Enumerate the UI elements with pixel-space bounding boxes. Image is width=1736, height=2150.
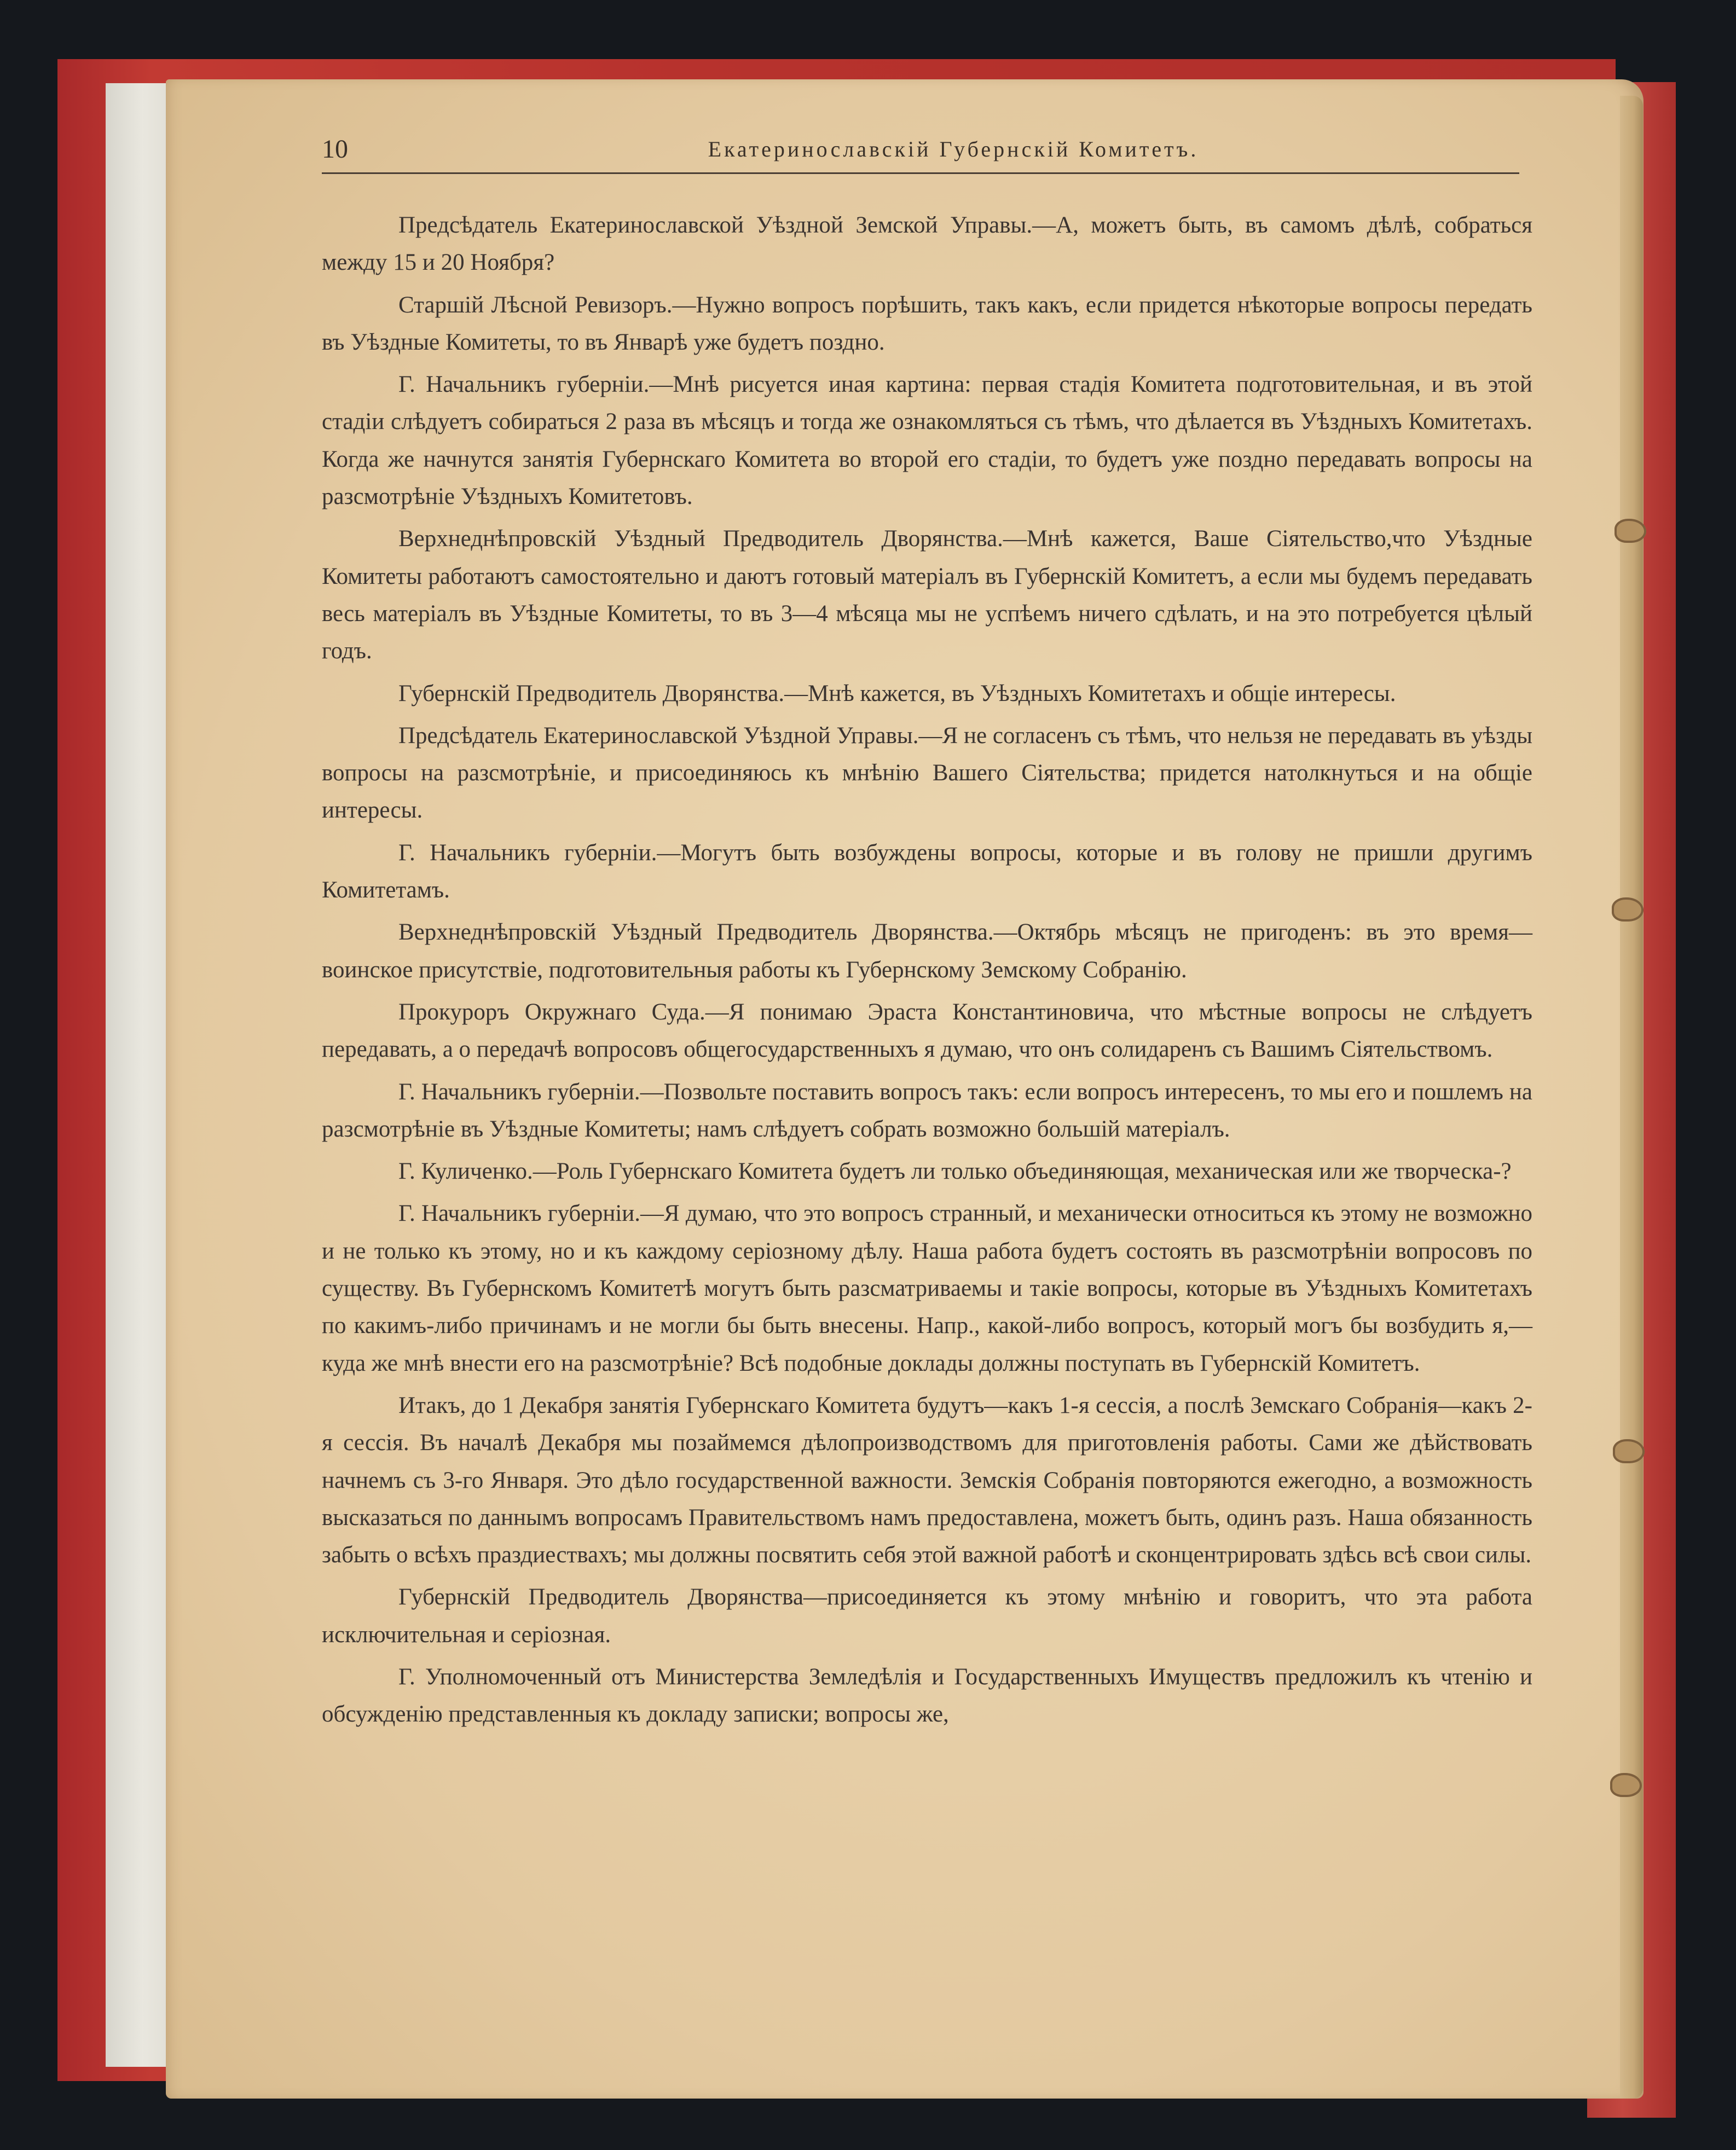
page-fore-edge bbox=[1620, 96, 1643, 2099]
paragraph: Старшій Лѣсной Ревизоръ.—Нужно вопросъ порѣшить, такъ какъ, если придется нѣкоторые вопросы передать въ Уѣздные Комитеты, то въ Январѣ уже будетъ поздно. bbox=[322, 292, 1532, 355]
paragraph: Верхнеднѣпровскій Уѣздный Предводитель Дворянства.—Октябрь мѣсяцъ не пригоденъ: въ это время—воинское присутствіе, подготовительныя работы къ Губернскому Земскому Собранію. bbox=[322, 919, 1532, 983]
paragraph: Г. Начальникъ губерніи.—Я думаю, что это вопросъ странный, и механически относиться къ этому не возможно и не только къ этому, но и къ каждому серіозному дѣлу. Наша работа будетъ состоять въ разсмотрѣніи вопросовъ по существу. Въ Губернскомъ Комитетѣ могутъ быть разсматриваемы и такіе вопросы, которые въ Уѣздныхъ Комитетахъ по какимъ-либо причинамъ и не могли бы быть внесены. Напр., какой-либо вопросъ, который могъ бы возбудить я,—куда же мнѣ внести его на разсмотрѣніе? Всѣ подобные доклады должны поступать въ Губернскій Комитетъ. bbox=[322, 1201, 1532, 1376]
page-number: 10 bbox=[322, 135, 348, 164]
running-title: Екатеринославскій Губернскій Комитетъ. bbox=[708, 137, 1199, 161]
paragraph: Г. Куличенко.—Роль Губернскаго Комитета будетъ ли только объединяющая, механическая или же творческа-? bbox=[398, 1158, 1512, 1185]
paragraph: Губернскій Предводитель Дворянства—присоединяется къ этому мнѣнію и говоритъ, что эта работа исключительная и серіозная. bbox=[322, 1584, 1532, 1648]
paragraph: Предсѣдатель Екатеринославской Уѣздной Управы.—Я не согласенъ съ тѣмъ, что нельзя не передавать въ уѣзды вопросы на разсмотрѣніе, и присоединяюсь къ мнѣнію Вашего Сіятельства; придется натолкнуться и на общіе интересы. bbox=[322, 722, 1532, 824]
paragraph: Предсѣдатель Екатеринославской Уѣздной Земской Управы.—А, можетъ быть, въ самомъ дѣлѣ, собраться между 15 и 20 Ноября? bbox=[322, 212, 1532, 276]
paragraph: Итакъ, до 1 Декабря занятія Губернскаго Комитета будутъ—какъ 1-я сессія, а послѣ Земскаго Собранія—какъ 2-я сессія. Въ началѣ Декабря мы позаймемся дѣлопроизводствомъ для приготовленія работы. Сами же дѣйствовать начнемъ съ 3-го Января. Это дѣло государственной важности. Земскія Собранія повторяются ежегодно, а возможность высказаться по даннымъ вопросамъ Правительствомъ намъ предоставлена, можетъ быть, одинъ разъ. Наша обязанность забыть о всѣхъ праздиествахъ; мы должны посвятить себя этой важной работѣ и сконцентрировать здѣсь всѣ свои силы. bbox=[322, 1392, 1532, 1568]
paragraph: Г. Начальникъ губерніи.—Мнѣ рисуется иная картина: первая стадія Комитета подготовительная, и въ этой стадіи слѣдуетъ собираться 2 раза въ мѣсяцъ и тогда же ознакомляться съ тѣмъ, что дѣлается въ Уѣздныхъ Комитетахъ. Когда же начнутся занятія Губернскаго Комитета во второй его стадіи, то будетъ уже поздно передавать вопросы на разсмотрѣніе Уѣздныхъ Комитетовъ. bbox=[322, 372, 1532, 510]
paragraph: Г. Начальникъ губерніи.—Позвольте поставить вопросъ такъ: если вопросъ интересенъ, то мы его и пошлемъ на разсмотрѣніе въ Уѣздные Комитеты; намъ слѣдуетъ собрать возможно большій матеріалъ. bbox=[322, 1079, 1532, 1142]
page-body-text bbox=[322, 207, 1532, 1734]
paragraph: Г. Уполномоченный отъ Министерства Земледѣлія и Государственныхъ Имуществъ предложилъ къ чтенію и обсужденію представленныя къ докладу записки; вопросы же, bbox=[322, 1664, 1532, 1728]
paragraph: Г. Начальникъ губерніи.—Могутъ быть возбуждены вопросы, которые и въ голову не пришли другимъ Комитетамъ. bbox=[322, 839, 1532, 903]
paragraph: Верхнеднѣпровскій Уѣздный Предводитель Дворянства.—Мнѣ кажется, Ваше Сіятельство,что Уѣздные Комитеты работаютъ самостоятельно и даютъ готовый матеріалъ въ Губернскій Комитетъ, а если мы будемъ передавать весь матеріалъ въ Уѣздные Комитеты, то въ 3—4 мѣсяца мы не успѣемъ ничего сдѣлать, и на это потребуется цѣлый годъ. bbox=[322, 526, 1532, 664]
binding-thread-knot bbox=[1612, 897, 1644, 922]
binding-thread-knot bbox=[1610, 1773, 1642, 1797]
paragraph: Прокуроръ Окружнаго Суда.—Я понимаю Эраста Константиновича, что мѣстные вопросы не слѣдуетъ передавать, а о передачѣ вопросовъ общегосударственныхъ я думаю, что онъ солидаренъ съ Вашимъ Сіятельствомъ. bbox=[322, 999, 1532, 1063]
paragraph: Губернскій Предводитель Дворянства.—Мнѣ кажется, въ Уѣздныхъ Комитетахъ и общіе интересы. bbox=[398, 680, 1396, 706]
binding-thread-knot bbox=[1613, 1439, 1645, 1463]
binding-thread-knot bbox=[1615, 519, 1646, 543]
running-header bbox=[322, 134, 1519, 174]
